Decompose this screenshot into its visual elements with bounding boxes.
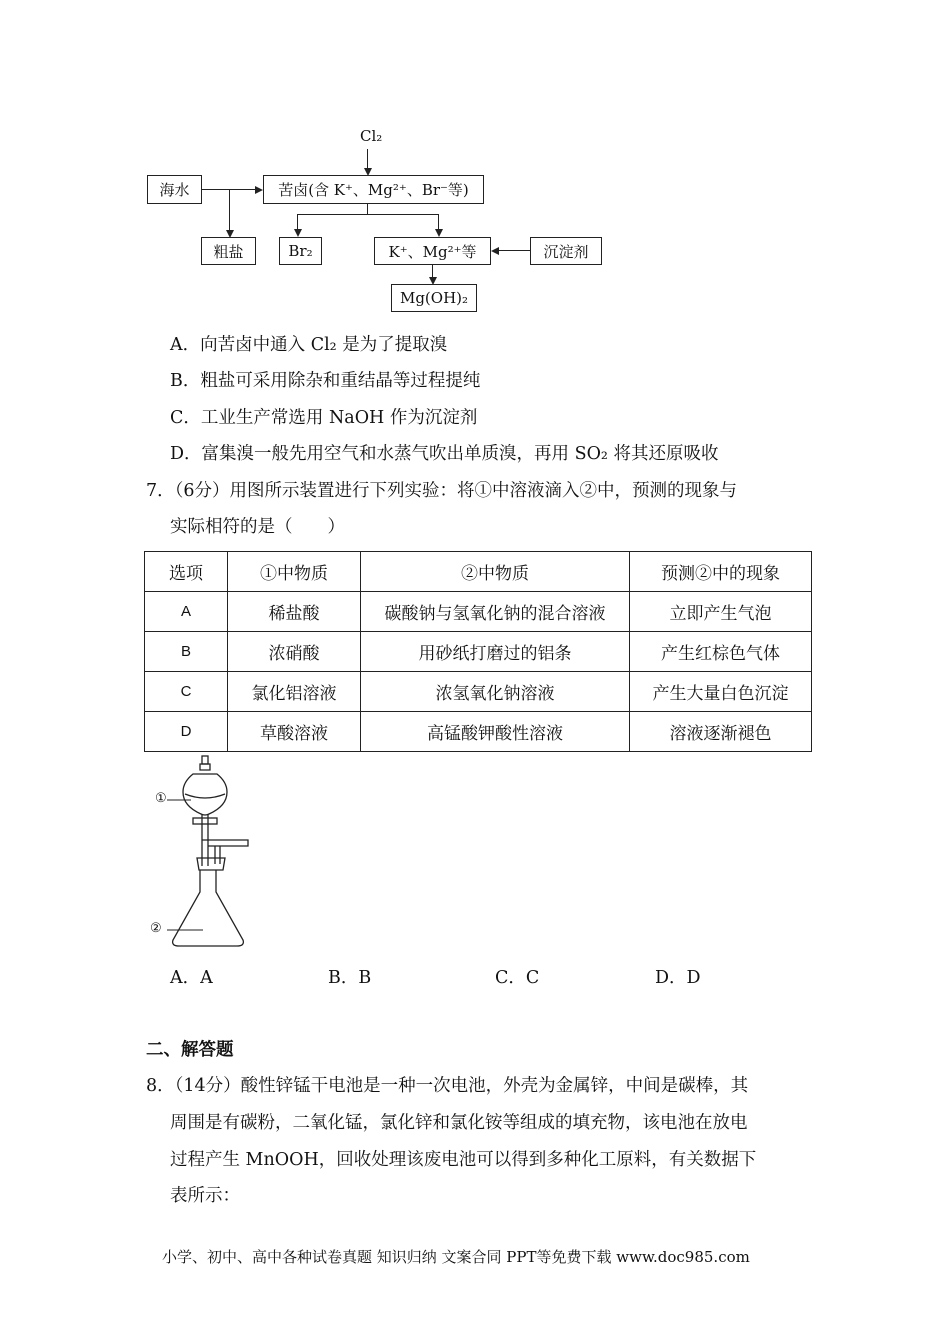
table-header: ②中物质	[361, 552, 630, 592]
section-title: 二、解答题	[146, 1040, 234, 1060]
q8-line: 周围是有碳粉，二氧化锰，氯化锌和氯化铵等组成的填充物，该电池在放电	[170, 1113, 748, 1133]
table-cell: 溶液逐渐褪色	[630, 712, 812, 752]
q6-option-c: C．工业生产常选用 NaOH 作为沉淀剂	[170, 408, 478, 428]
br2-box: Br₂	[279, 237, 322, 265]
q7-table	[144, 551, 812, 752]
table-cell: C	[145, 672, 228, 712]
table-header: 选项	[145, 552, 228, 592]
table-row	[145, 672, 812, 712]
table-cell: 碳酸钠与氢氧化钠的混合溶液	[361, 592, 630, 632]
arrow-down-icon	[435, 229, 443, 237]
q7-stem-line2: 实际相符的是（ ）	[170, 517, 345, 537]
table-cell: 产生大量白色沉淀	[630, 672, 812, 712]
table-cell: 用砂纸打磨过的铝条	[361, 632, 630, 672]
arrow-right-icon	[255, 186, 263, 194]
q8-line: 表所示：	[170, 1186, 240, 1206]
table-cell: D	[145, 712, 228, 752]
table-cell: B	[145, 632, 228, 672]
table-cell: 草酸溶液	[228, 712, 361, 752]
q8-line: 过程产生 MnOOH，回收处理该废电池可以得到多种化工原料，有关数据下	[170, 1150, 757, 1170]
apparatus-label-1: ①	[155, 791, 167, 806]
table-cell: 产生红棕色气体	[630, 632, 812, 672]
q6-option-d: D．富集溴一般先用空气和水蒸气吹出单质溴，再用 SO₂ 将其还原吸收	[170, 444, 719, 464]
q7-choice-c: C．C	[495, 968, 540, 988]
seawater-box: 海水	[147, 175, 202, 204]
arrow-left-icon	[491, 247, 499, 255]
table-header: ①中物质	[228, 552, 361, 592]
q7-stem-line1: 7．（6分）用图所示装置进行下列实验：将①中溶液滴入②中，预测的现象与	[146, 481, 738, 501]
table-cell: 高锰酸钾酸性溶液	[361, 712, 630, 752]
page-footer: 小学、初中、高中各种试卷真题 知识归纳 文案合同 PPT等免费下载 www.doc985.com	[162, 1248, 750, 1266]
q8-line: 8．（14分）酸性锌锰干电池是一种一次电池，外壳为金属锌，中间是碳棒，其	[146, 1076, 749, 1096]
table-cell: 浓硝酸	[228, 632, 361, 672]
table-row	[145, 592, 812, 632]
q6-option-b: B．粗盐可采用除杂和重结晶等过程提纯	[170, 371, 481, 391]
crude-salt-box: 粗盐	[201, 237, 256, 265]
table-row	[145, 632, 812, 672]
cl2-label: Cl₂	[360, 127, 383, 145]
q7-choice-d: D．D	[655, 968, 701, 988]
table-cell: 氯化铝溶液	[228, 672, 361, 712]
table-cell: A	[145, 592, 228, 632]
table-header: 预测②中的现象	[630, 552, 812, 592]
q6-option-a: A．向苦卤中通入 Cl₂ 是为了提取溴	[170, 335, 448, 355]
arrow-down-icon	[294, 229, 302, 237]
bittern-box: 苦卤(含 K⁺、Mg²⁺、Br⁻等)	[263, 175, 484, 204]
q7-choice-b: B．B	[328, 968, 372, 988]
apparatus-label-2: ②	[150, 921, 162, 936]
table-cell: 浓氢氧化钠溶液	[361, 672, 630, 712]
table-header-row	[145, 552, 812, 592]
k-mg-box: K⁺、Mg²⁺等	[374, 237, 491, 265]
table-row	[145, 712, 812, 752]
table-cell: 稀盐酸	[228, 592, 361, 632]
precipitant-box: 沉淀剂	[530, 237, 602, 265]
table-cell: 立即产生气泡	[630, 592, 812, 632]
mgoh2-box: Mg(OH)₂	[391, 284, 477, 312]
q7-choice-a: A．A	[170, 968, 213, 988]
